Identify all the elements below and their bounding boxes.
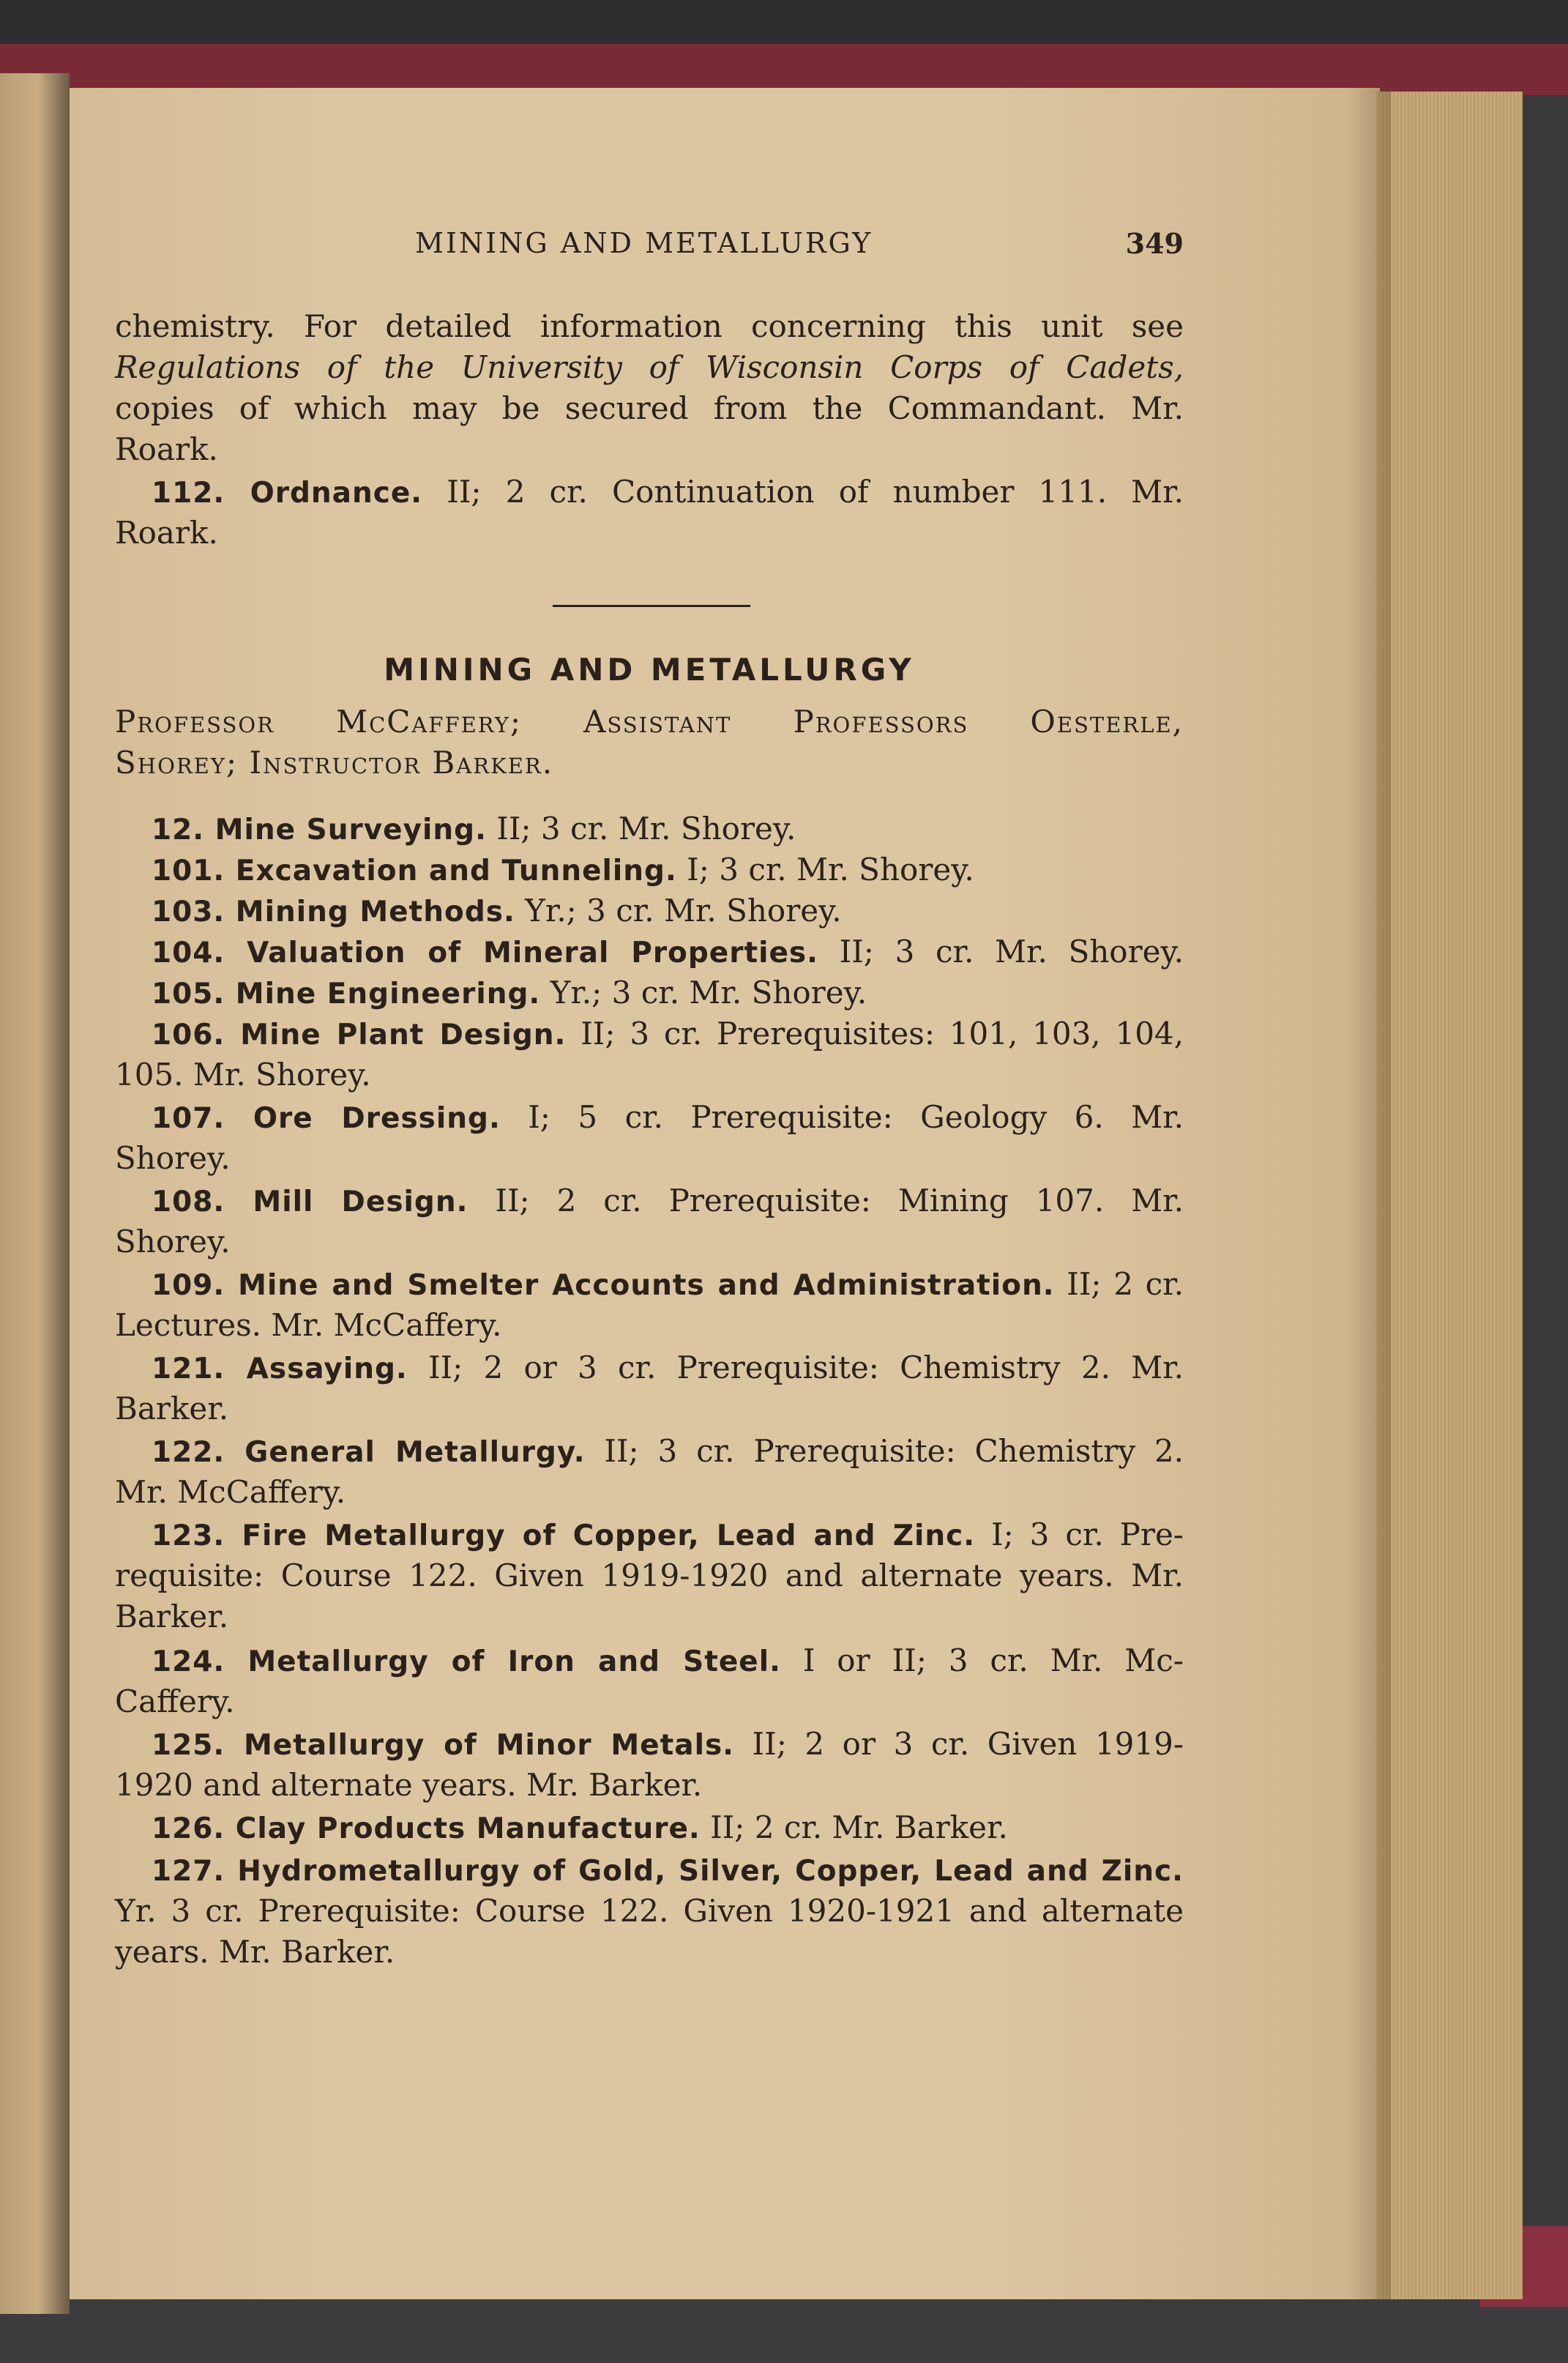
- course-12: [152, 808, 1184, 851]
- running-head-title: MINING AND METALLURGY: [415, 227, 873, 259]
- course-cont: Yr. 3 cr. Prerequisite: Course 122. Given 1920-1921 and alternate: [115, 1893, 1184, 1929]
- course-cont: Lectures. Mr. McCaffery.: [115, 1307, 502, 1343]
- course-text: II; 3 cr. Mr. Shorey.: [839, 934, 1184, 970]
- course-cont: Barker.: [115, 1391, 229, 1426]
- course-text: I or II; 3 cr. Mr. Mc-: [802, 1642, 1184, 1678]
- course-text: Yr.; 3 cr. Mr. Shorey.: [550, 975, 867, 1011]
- course-cont: Barker.: [115, 1599, 229, 1634]
- course-cont: Shorey.: [115, 1140, 231, 1176]
- course-title: 105. Mine Engineering.: [152, 978, 541, 1011]
- course-text: II; 3 cr. Mr. Shorey.: [496, 811, 796, 846]
- course-105: [152, 972, 1184, 1015]
- section-divider: [553, 605, 750, 607]
- course-cont: years. Mr. Barker.: [115, 1934, 395, 1970]
- course-112: [152, 472, 1184, 514]
- course-text: I; 3 cr. Mr. Shorey.: [687, 852, 974, 887]
- course-cont: Mr. McCaffery.: [115, 1474, 346, 1510]
- course-103: [152, 890, 1184, 933]
- course-text: Yr.; 3 cr. Mr. Shorey.: [525, 893, 842, 929]
- course-124: [152, 1640, 1184, 1683]
- course-109: [152, 1264, 1184, 1306]
- faculty-line: Professor McCaffery; Assistant Professors Oesterle,: [115, 704, 1184, 740]
- course-cont: requisite: Course 122. Given 1919-1920 and alternate years. Mr.: [115, 1558, 1184, 1593]
- course-123: [152, 1514, 1184, 1557]
- course-text: II; 2 cr.: [1067, 1266, 1184, 1302]
- course-title: 123. Fire Metallurgy of Copper, Lead and Zinc.: [152, 1519, 976, 1552]
- course-title: 109. Mine and Smelter Accounts and Administration.: [152, 1269, 1055, 1302]
- text-line: Roark.: [115, 431, 218, 467]
- course-106: [152, 1013, 1184, 1056]
- course-title: 124. Metallurgy of Iron and Steel.: [152, 1645, 781, 1678]
- text-line: chemistry. For detailed information concerning this unit see: [115, 308, 1184, 344]
- course-title: 104. Valuation of Mineral Properties.: [152, 937, 818, 970]
- course-title: 125. Metallurgy of Minor Metals.: [152, 1729, 734, 1762]
- course-107: [152, 1097, 1184, 1139]
- course-126: [152, 1807, 1184, 1850]
- course-text: II; 2 or 3 cr. Given 1919-: [752, 1726, 1184, 1762]
- course-title: 121. Assaying.: [152, 1352, 408, 1385]
- section-heading: MINING AND METALLURGY: [384, 652, 915, 688]
- text-line: copies of which may be secured from the Commandant. Mr.: [115, 390, 1184, 426]
- running-head: [115, 227, 1184, 268]
- course-title: 126. Clay Products Manufacture.: [152, 1812, 701, 1845]
- course-101: [152, 849, 1184, 892]
- course-title: 127. Hydrometallurgy of Gold, Silver, Copper, Lead and Zinc.: [152, 1855, 1184, 1888]
- page-number: 349: [1125, 227, 1184, 260]
- course-title: 103. Mining Methods.: [152, 896, 515, 929]
- course-122: [152, 1431, 1184, 1473]
- course-title: 108. Mill Design.: [152, 1186, 468, 1218]
- course-cont: Caffery.: [115, 1683, 235, 1719]
- course-text: II; 2 cr. Mr. Barker.: [710, 1809, 1008, 1845]
- course-127: [152, 1850, 1184, 1892]
- course-text: II; 3 cr. Prerequisite: Chemistry 2.: [604, 1433, 1184, 1469]
- course-cont: Shorey.: [115, 1224, 231, 1259]
- course-title: 12. Mine Surveying.: [152, 814, 487, 846]
- course-title: 122. General Metallurgy.: [152, 1436, 586, 1469]
- course-cont: Roark.: [115, 515, 218, 551]
- course-title: 101. Excavation and Tunneling.: [152, 855, 677, 887]
- course-cont: 105. Mr. Shorey.: [115, 1057, 371, 1093]
- course-text: I; 5 cr. Prerequisite: Geology 6. Mr.: [528, 1099, 1184, 1135]
- course-text: II; 3 cr. Prerequisites: 101, 103, 104,: [580, 1016, 1184, 1052]
- course-text: II; 2 or 3 cr. Prerequisite: Chemistry 2. Mr.: [428, 1350, 1184, 1385]
- course-title: 106. Mine Plant Design.: [152, 1019, 567, 1052]
- course-cont: 1920 and alternate years. Mr. Barker.: [115, 1767, 703, 1803]
- course-125: [152, 1724, 1184, 1766]
- course-title: 107. Ore Dressing.: [152, 1102, 501, 1135]
- course-title: 112. Ordnance.: [152, 477, 423, 510]
- course-121: [152, 1347, 1184, 1390]
- course-104: [152, 931, 1184, 974]
- course-text: II; 2 cr. Continuation of number 111. Mr.: [447, 474, 1184, 510]
- regulations-title: Regulations of the University of Wisconsin Corps of Cadets,: [115, 349, 1184, 385]
- text-line-italic: [115, 347, 1184, 388]
- course-text: I; 3 cr. Pre-: [991, 1517, 1184, 1552]
- course-108: [152, 1180, 1184, 1223]
- faculty-line: Shorey; Instructor Barker.: [115, 745, 554, 781]
- course-text: II; 2 cr. Prerequisite: Mining 107. Mr.: [495, 1183, 1184, 1218]
